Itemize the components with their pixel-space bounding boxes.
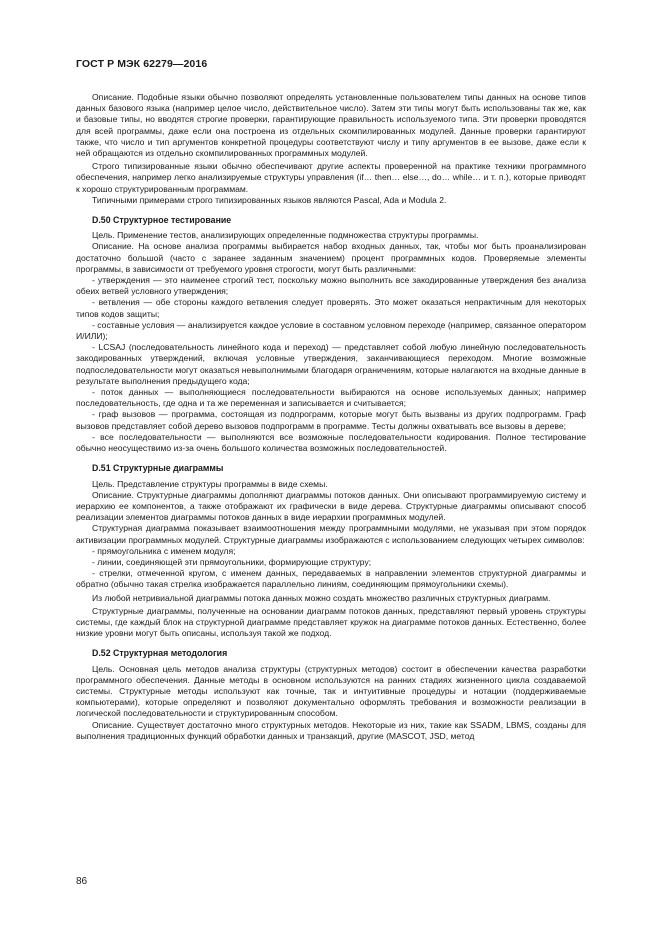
paragraph: Описание. На основе анализа программы выбирается набор входных данных, так, чтобы мог быть проанализирован достаточно большой (часто с заранее заданным значением) процент программных кодов. Проверяемые элементы программы, в зависимости от требуемого уровня строгости, могут быть различными: <box>76 241 586 274</box>
paragraph: Описание. Структурные диаграммы дополняют диаграммы потоков данных. Они описывают программируемую систему и иерархию ее компонентов, а также отображают их графически в виде дерева. Структурные диаграммы описывают способ реализации элементов диаграммы потоков данных в виде иерархии программных модулей. <box>76 489 586 523</box>
list-item: - стрелки, отмеченной кругом, с именем данных, передаваемых в направлении элементов структурной диаграммы и обратно (обычно такая стрелка изображается параллельно линиям, соединяющим прямоугольники схемы). <box>76 568 586 590</box>
list-item: - прямоугольника с именем модуля; <box>92 545 236 556</box>
list-item: - LCSAJ (последовательность линейного кода и переход) — представляет собой любую линейную последовательность закодированных утверждений, включая условные утверждения, заканчивающиеся переходом. Многие возможные подпоследовательности могут оказаться невыполнимыми благодаря ограничениям, которые налагаются на входные данные в результате выполнения предыдущего кода; <box>76 342 586 386</box>
paragraph: Цель. Представление структуры программы в виде схемы. <box>92 478 328 489</box>
section-heading-d51: D.51 Структурные диаграммы <box>92 463 224 474</box>
paragraph: Описание. Существует достаточно много структурных методов. Некоторые из них, такие как SSADM, LBMS, созданы для выполнения традиционных функций обработки данных и транзакций, другие (MASCOT, JSD, метод <box>76 719 586 741</box>
list-item: - составные условия — анализируется каждое условие в составном условном переходе (например, связанное оператором И/ИЛИ); <box>76 319 586 342</box>
intro-paragraph: Типичными примерами строго типизированных языков являются Pascal, Ada и Modula 2. <box>92 194 447 205</box>
paragraph: Из любой нетривиальной диаграммы потока данных можно создать множество различных структурных диаграмм. <box>92 592 551 603</box>
paragraph: Цель. Основная цель методов анализа структуры (структурных методов) состоит в обеспечении качества разработки программного обеспечения. Данные методы в основном используются на ранних стадиях жизненного цикла создаваемой системы. Структурные методы используют как точные, так и интуитивные процедуры и нотации (поддерживаемые компьютерами), которые определяют и позволяют документально оформлять требования и возможности реализации в логической последовательности и структурированным способом. <box>76 663 586 719</box>
paragraph: Структурные диаграммы, полученные на основании диаграмм потоков данных, представляют первый уровень структуры системы, где каждый блок на структурной диаграмме представляет кружок на диаграмме потоков данных. Естественно, более низкие уровни могут быть описаны, используя такой же подход. <box>76 605 586 639</box>
intro-paragraph: Описание. Подобные языки обычно позволяют определять установленные пользователем типы данных на основе типов данных базового языка (например целое число, действительное число). Затем эти типы могут быть использованы так же, как и базовые типы, но вводятся строгие проверки, гарантирующие правильность используемого типа. Эти проверки проводятся для всей программы, даже если она построена из отдельных скомпилированных модулей. Данные проверки гарантируют также, что число и тип аргументов конкретной процедуры соответствуют числу и типу аргументов в ее вызове, даже если к ней обращаются из отдельно скомпилированных программных модулей. <box>76 92 586 159</box>
list-item: - утверждения — это наименее строгий тест, поскольку можно выполнить все закодированные утверждения без анализа обеих ветвей условного утверждения; <box>76 275 586 297</box>
list-item: - линии, соединяющей эти прямоугольники, формирующие структуру; <box>92 556 372 567</box>
paragraph: Структурная диаграмма показывает взаимоотношения между программными модулями, не указывая при этом порядок активизации программных модулей. Структурные диаграммы изображаются с использованием следующих четырех символов: <box>76 523 586 545</box>
paragraph: Цель. Применение тестов, анализирующих определенные подмножества структуры программы. <box>92 230 479 241</box>
document-header: ГОСТ Р МЭК 62279—2016 <box>76 58 208 70</box>
list-item: - граф вызовов — программа, состоящая из подпрограмм, которые могут быть вызваны из других подпрограмм. Граф вызовов представляет собой дерево вызовов подпрограмм в программе. Тесты должны охватывать все вызовы в дереве; <box>76 409 586 431</box>
section-heading-d50: D.50 Структурное тестирование <box>92 215 232 226</box>
document-body <box>76 92 586 742</box>
section-heading-d52: D.52 Структурная методология <box>92 648 228 659</box>
list-item: - ветвления — обе стороны каждого ветвления следует проверять. Это может оказаться непрактичным для некоторых типов кодов защиты; <box>76 297 586 319</box>
intro-paragraph: Строго типизированные языки обычно обеспечивают другие аспекты проверенной на практике техники программного обеспечения, например легко анализируемые структуры управления (if… then… else…, do… while… и т. п.), которые приводят к хорошо структурированным программам. <box>76 161 586 194</box>
page-number: 86 <box>76 876 88 887</box>
list-item: - все последовательности — выполняются все возможные последовательности кодирования. Полное тестирование обычно неосуществимо из-за очень большого количества возможных последовательностей. <box>76 431 586 454</box>
list-item: - поток данных — выполняющиеся последовательности выбираются на основе используемых данных; например последовательность, где одна и та же переменная и записывается и считывается; <box>76 387 586 409</box>
